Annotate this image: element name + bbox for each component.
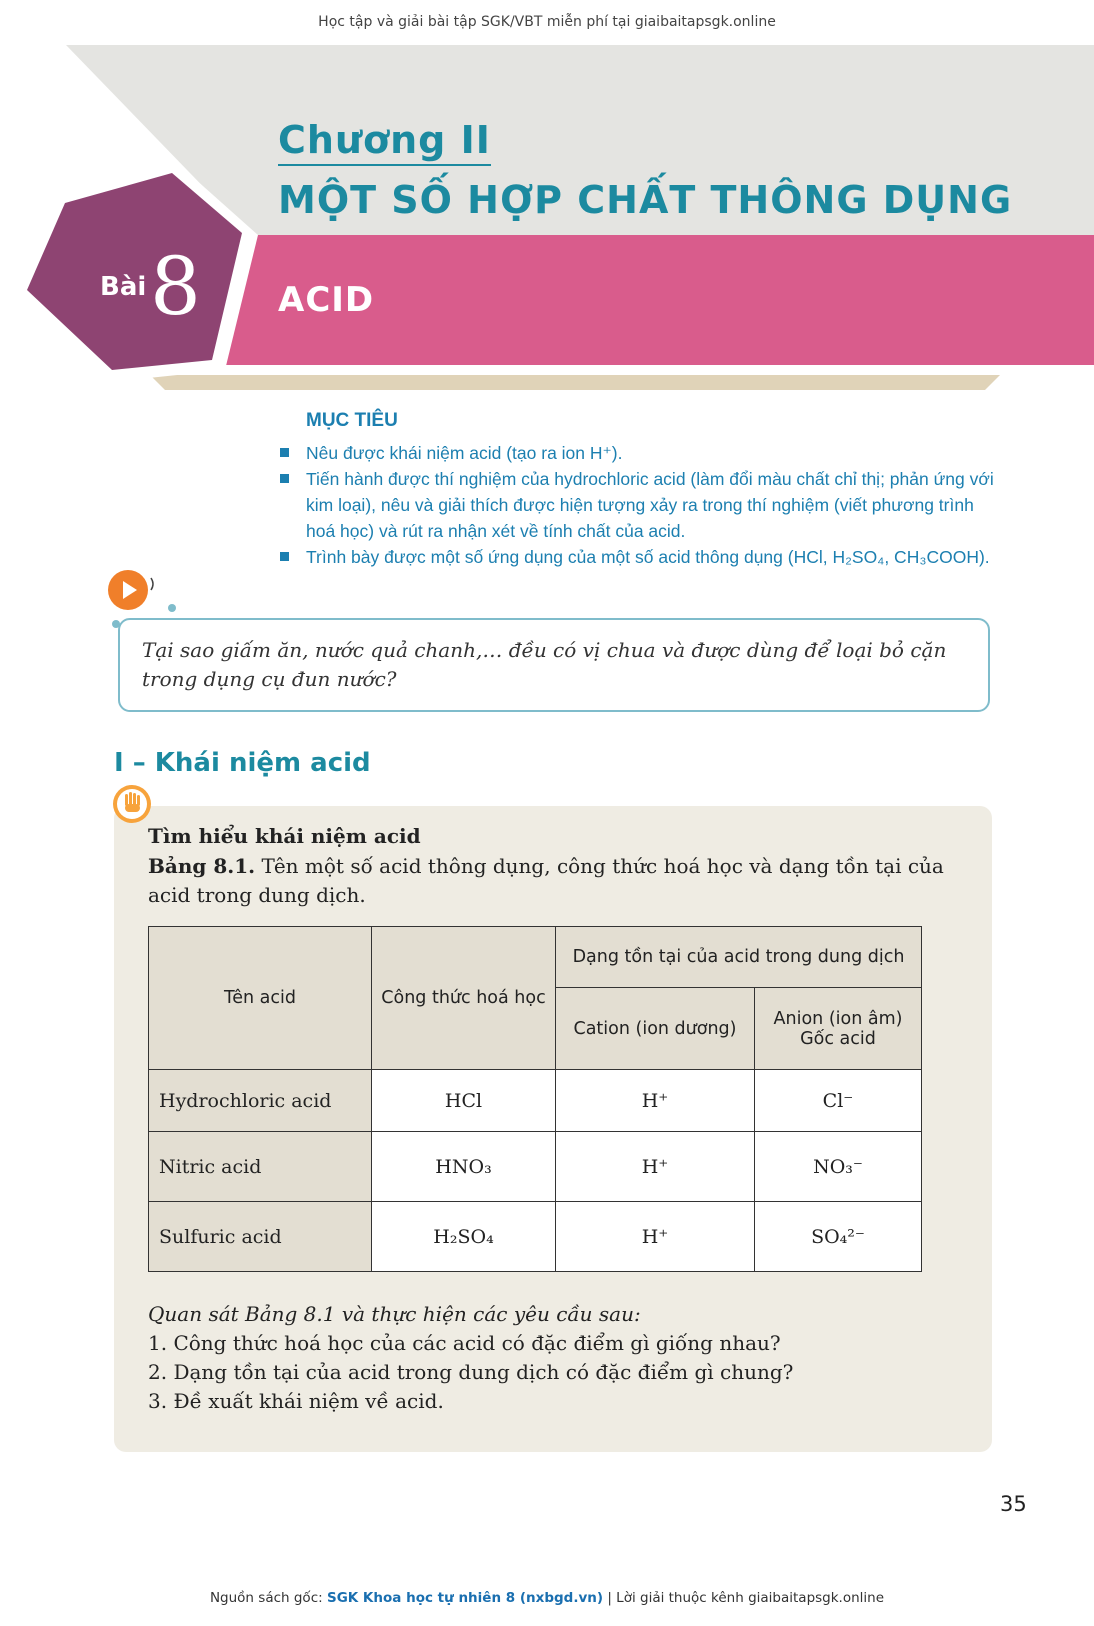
task-item: 1. Công thức hoá học của các acid có đặc điểm gì giống nhau? (148, 1331, 781, 1355)
table-row: Nitric acid HNO₃ H⁺ NO₃⁻ (149, 1132, 922, 1202)
objectives-list (280, 440, 1000, 570)
header-anion: Anion (ion âm) Gốc acid (755, 988, 922, 1070)
header-formula: Công thức hoá học (372, 927, 556, 1070)
footer-source-link[interactable]: SGK Khoa học tự nhiên 8 (nxbgd.vn) (326, 1590, 604, 1606)
footer-note: Nguồn sách gốc: SGK Khoa học tự nhiên 8 (nxbgd.vn) | Lời giải thuộc kênh giaibaitapsgk.online (209, 1590, 885, 1606)
header-ion-group: Dạng tồn tại của acid trong dung dịch (556, 927, 922, 988)
objective-item: Tiến hành được thí nghiệm của hydrochloric acid (làm đổi màu chất chỉ thị; phản ứng với kim loại), nêu và giải thích được hiện tượng xảy ra trong thí nghiệm (viết phương trình hoá học) và rút ra nhận xét về tính chất của acid. (280, 466, 1000, 544)
chapter-label: Chương II (278, 118, 491, 166)
section-heading: I – Khái niệm acid (114, 748, 371, 778)
table-row: Sulfuric acid H₂SO₄ H⁺ SO₄²⁻ (149, 1202, 922, 1272)
lesson-title: ACID (278, 280, 375, 320)
lesson-word: Bài (100, 272, 147, 302)
objective-item: Nêu được khái niệm acid (tạo ra ion H⁺). (280, 440, 1000, 466)
chapter-title: MỘT SỐ HỢP CHẤT THÔNG DỤNG (278, 178, 1013, 222)
connector-dots-icon (110, 600, 200, 640)
instruction-lead: Quan sát Bảng 8.1 và thực hiện các yêu cầu sau: (148, 1302, 641, 1326)
header-note: Học tập và giải bài tập SGK/VBT miễn phí tại giaibaitapsgk.online (318, 14, 776, 30)
acid-table (148, 926, 922, 1272)
activity-title: Tìm hiểu khái niệm acid (148, 824, 421, 848)
table-row: Hydrochloric acid HCl H⁺ Cl⁻ (149, 1070, 922, 1132)
table-caption (148, 852, 978, 910)
header-cation: Cation (ion dương) (556, 988, 755, 1070)
hand-activity-icon (110, 782, 154, 826)
intro-question: Tại sao giấm ăn, nước quả chanh,… đều có vị chua và được dùng để loại bỏ cặn trong dụng cụ đun nước? (142, 638, 947, 691)
objectives-heading: MỤC TIÊU (306, 410, 398, 431)
table-caption-label: Bảng 8.1. (148, 854, 256, 878)
task-item: 2. Dạng tồn tại của acid trong dung dịch có đặc điểm gì chung? (148, 1360, 794, 1384)
header-acid-name: Tên acid (149, 927, 372, 1070)
activity-instructions (148, 1300, 978, 1416)
page-number: 35 (1000, 1492, 1027, 1516)
lesson-number: 8 (150, 240, 201, 333)
task-item: 3. Đề xuất khái niệm về acid. (148, 1389, 444, 1413)
objective-item: Trình bày được một số ứng dụng của một số acid thông dụng (HCl, H₂SO₄, CH₃COOH). (280, 544, 1000, 570)
table-caption-text: Tên một số acid thông dụng, công thức hoá học và dạng tồn tại của acid trong dung dịch. (148, 854, 944, 907)
